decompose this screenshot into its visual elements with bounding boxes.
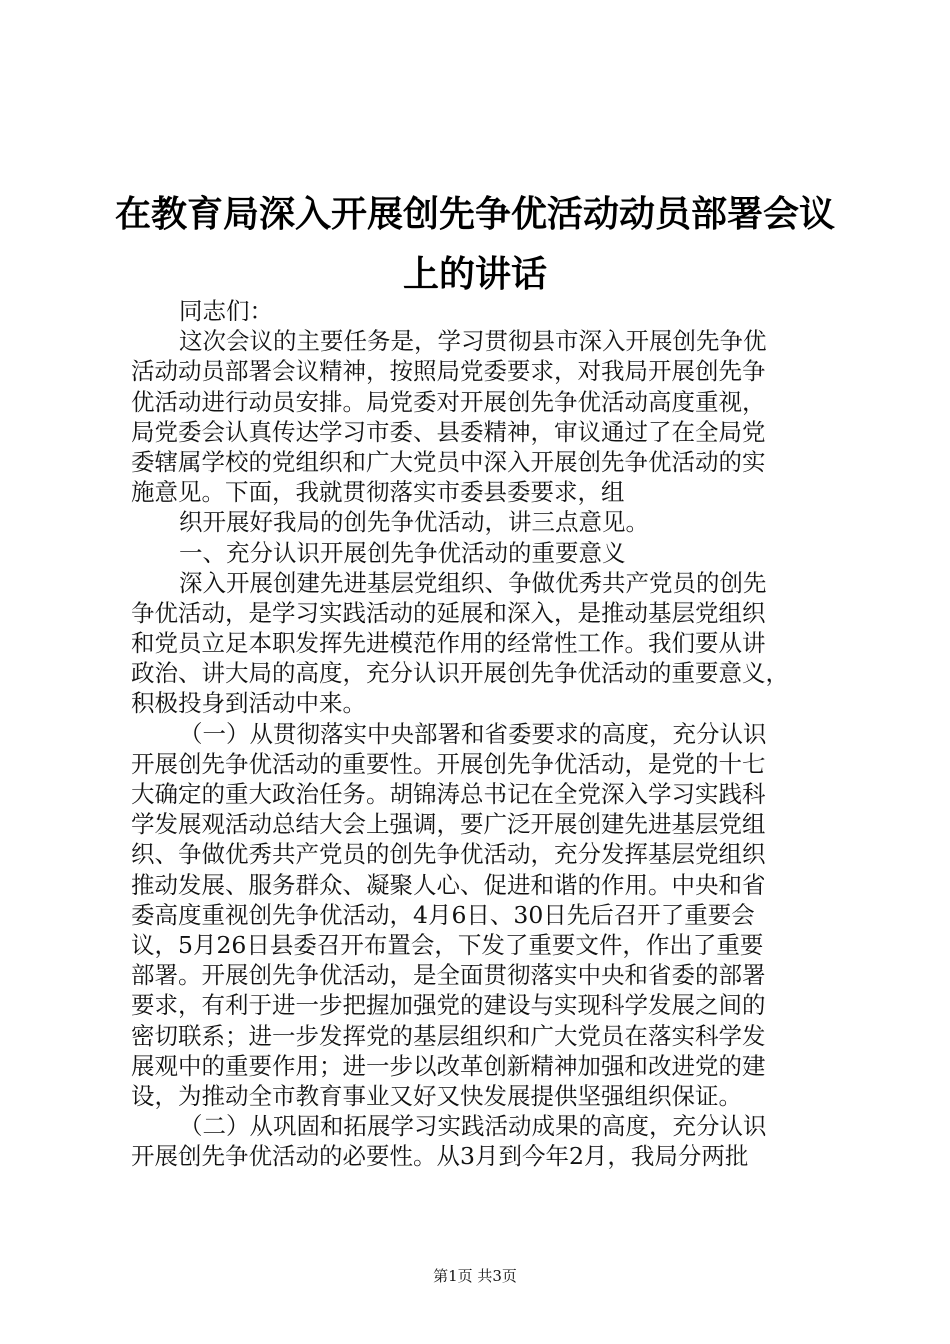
text-line: 委辖属学校的党组织和广大党员中深入开展创先争优活动的实 bbox=[131, 447, 766, 476]
text-line: 推动发展、服务群众、凝聚人心、促进和谐的作用。中央和省 bbox=[131, 870, 766, 899]
text-line: 开展创先争优活动的重要性。开展创先争优活动，是党的十七 bbox=[131, 749, 766, 778]
text-line: 部署。开展创先争优活动，是全面贯彻落实中央和省委的部署 bbox=[131, 961, 766, 990]
document-body bbox=[131, 296, 831, 1171]
text-line: 要求，有利于进一步把握加强党的建设与实现科学发展之间的 bbox=[131, 991, 766, 1020]
text-line: 施意见。下面，我就贯彻落实市委县委要求，组 bbox=[131, 478, 625, 507]
section-heading: 一、充分认识开展创先争优活动的重要意义 bbox=[179, 538, 626, 567]
text-line: 开展创先争优活动的必要性。从3月到今年2月，我局分两批 bbox=[131, 1142, 749, 1171]
text-line: 织、争做优秀共产党员的创先争优活动，充分发挥基层党组织 bbox=[131, 840, 766, 869]
text-line: 展观中的重要作用；进一步以改革创新精神加强和改进党的建 bbox=[131, 1051, 766, 1080]
text-line: 优活动进行动员安排。局党委对开展创先争优活动高度重视， bbox=[131, 387, 766, 416]
text-line: 积极投身到活动中来。 bbox=[131, 689, 366, 718]
text-line: 织开展好我局的创先争优活动，讲三点意见。 bbox=[179, 508, 649, 537]
text-line: 学发展观活动总结大会上强调，要广泛开展创建先进基层党组 bbox=[131, 810, 766, 839]
page-number-footer: 第1页 共3页 bbox=[433, 1267, 517, 1285]
subsection-heading: （二）从巩固和拓展学习实践活动成果的高度，充分认识 bbox=[179, 1112, 767, 1141]
text-line: 这次会议的主要任务是，学习贯彻县市深入开展创先争优 bbox=[179, 327, 767, 356]
text-line: 深入开展创建先进基层党组织、争做优秀共产党员的创先 bbox=[179, 568, 767, 597]
text-line: 委高度重视创先争优活动，4月6日、30日先后召开了重要会 bbox=[131, 900, 755, 929]
text-line: 活动动员部署会议精神，按照局党委要求，对我局开展创先争 bbox=[131, 357, 766, 386]
text-line: 和党员立足本职发挥先进模范作用的经常性工作。我们要从讲 bbox=[131, 629, 766, 658]
text-line: 政治、讲大局的高度，充分认识开展创先争优活动的重要意义， bbox=[131, 659, 789, 688]
document-title-line-2: 上的讲话 bbox=[402, 253, 547, 295]
text-line: 争优活动，是学习实践活动的延展和深入，是推动基层党组织 bbox=[131, 598, 766, 627]
document-title-line-1: 在教育局深入开展创先争优活动动员部署会议 bbox=[114, 193, 835, 235]
subsection-heading: （一）从贯彻落实中央部署和省委要求的高度，充分认识 bbox=[179, 719, 767, 748]
text-line: 议，5月26日县委召开布置会，下发了重要文件，作出了重要 bbox=[131, 930, 764, 959]
text-line: 设，为推动全市教育事业又好又快发展提供坚强组织保证。 bbox=[131, 1081, 742, 1110]
text-line: 局党委会认真传达学习市委、县委精神，审议通过了在全局党 bbox=[131, 417, 766, 446]
text-line: 密切联系；进一步发挥党的基层组织和广大党员在落实科学发 bbox=[131, 1021, 766, 1050]
text-line: 同志们： bbox=[179, 297, 273, 325]
text-line: 大确定的重大政治任务。胡锦涛总书记在全党深入学习实践科 bbox=[131, 780, 766, 808]
